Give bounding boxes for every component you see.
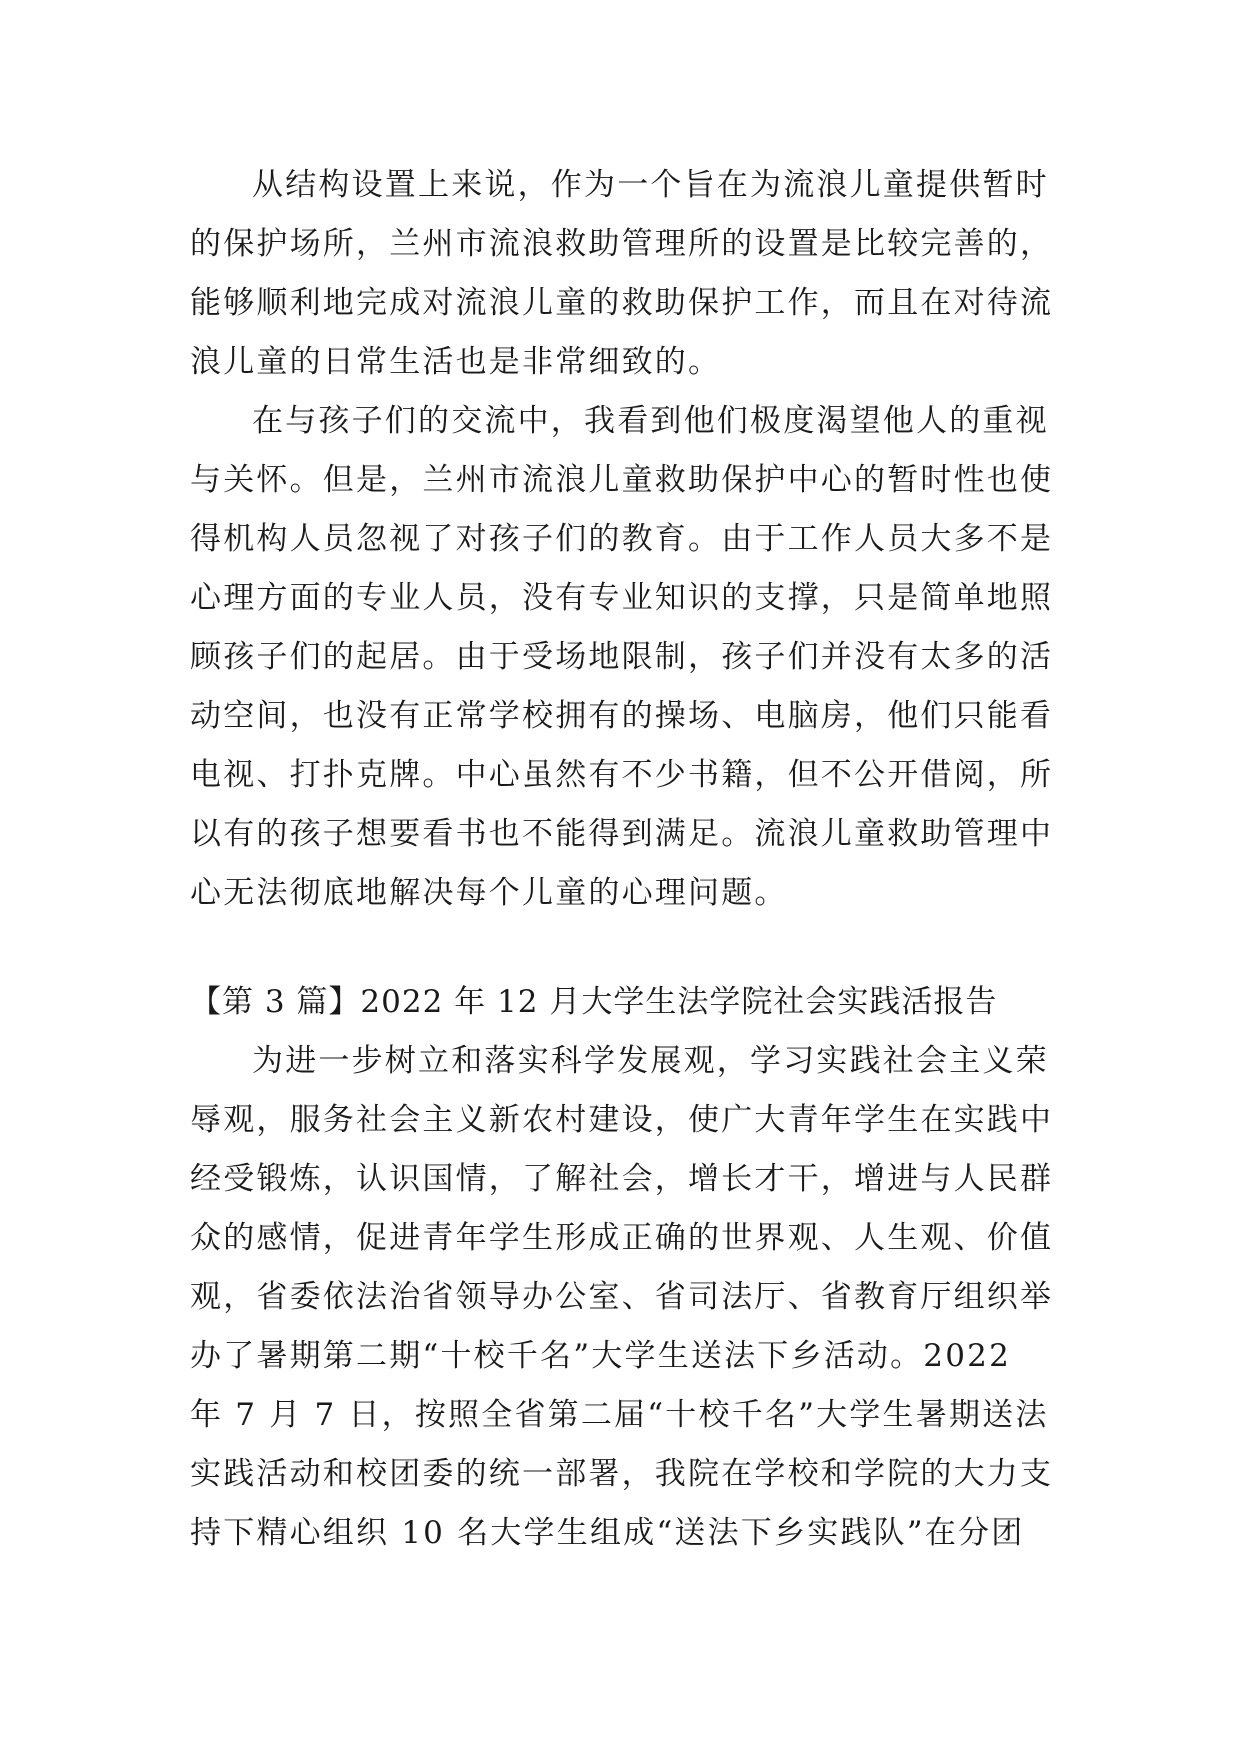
paragraph-3-line-8: 实践活动和校团委的统一部署，我院在学校和学院的大力支 [190, 1456, 1054, 1492]
paragraph-2-line-3: 得机构人员忽视了对孩子们的教育。由于工作人员大多不是 [190, 521, 1054, 557]
paragraph-2-line-2: 与关怀。但是，兰州市流浪儿童救助保护中心的暂时性也使 [190, 462, 1054, 498]
paragraph-3-line-7: 年 7 月 7 日，按照全省第二届“十校千名”大学生暑期送法 [190, 1397, 1049, 1433]
paragraph-3-line-6: 办了暑期第二期“十校千名”大学生送法下乡活动。2022 [190, 1338, 1011, 1374]
paragraph-3-line-1: 为进一步树立和落实科学发展观，学习实践社会主义荣 [252, 1043, 1049, 1079]
paragraph-3-line-9: 持下精心组织 10 名大学生组成“送法下乡实践队”在分团 [190, 1515, 1025, 1551]
paragraph-3-line-2: 辱观，服务社会主义新农村建设，使广大青年学生在实践中 [190, 1102, 1054, 1138]
paragraph-1-line-2: 的保护场所，兰州市流浪救助管理所的设置是比较完善的， [190, 226, 1054, 262]
paragraph-3-line-5: 观，省委依法治省领导办公室、省司法厅、省教育厅组织举 [190, 1279, 1054, 1315]
paragraph-2-line-4: 心理方面的专业人员，没有专业知识的支撑，只是简单地照 [190, 580, 1054, 616]
paragraph-2-line-9: 心无法彻底地解决每个儿童的心理问题。 [190, 875, 788, 911]
paragraph-1-line-1: 从结构设置上来说，作为一个旨在为流浪儿童提供暂时 [252, 167, 1049, 203]
paragraph-3-line-4: 众的感情，促进青年学生形成正确的世界观、人生观、价值 [190, 1220, 1054, 1256]
paragraph-1-line-4: 浪儿童的日常生活也是非常细致的。 [190, 344, 722, 380]
paragraph-3-line-3: 经受锻炼，认识国情，了解社会，增长才干，增进与人民群 [190, 1161, 1054, 1197]
paragraph-2-line-5: 顾孩子们的起居。由于受场地限制，孩子们并没有太多的活 [190, 639, 1054, 675]
paragraph-1-line-3: 能够顺利地完成对流浪儿童的救助保护工作，而且在对待流 [190, 285, 1054, 321]
section-heading: 【第 3 篇】2022 年 12 月大学生法学院社会实践活报告 [190, 984, 998, 1020]
paragraph-2-line-1: 在与孩子们的交流中，我看到他们极度渴望他人的重视 [252, 403, 1049, 439]
paragraph-2-line-8: 以有的孩子想要看书也不能得到满足。流浪儿童救助管理中 [190, 816, 1054, 852]
paragraph-2-line-6: 动空间，也没有正常学校拥有的操场、电脑房，他们只能看 [190, 698, 1054, 734]
paragraph-2-line-7: 电视、打扑克牌。中心虽然有不少书籍，但不公开借阅，所 [190, 757, 1054, 793]
